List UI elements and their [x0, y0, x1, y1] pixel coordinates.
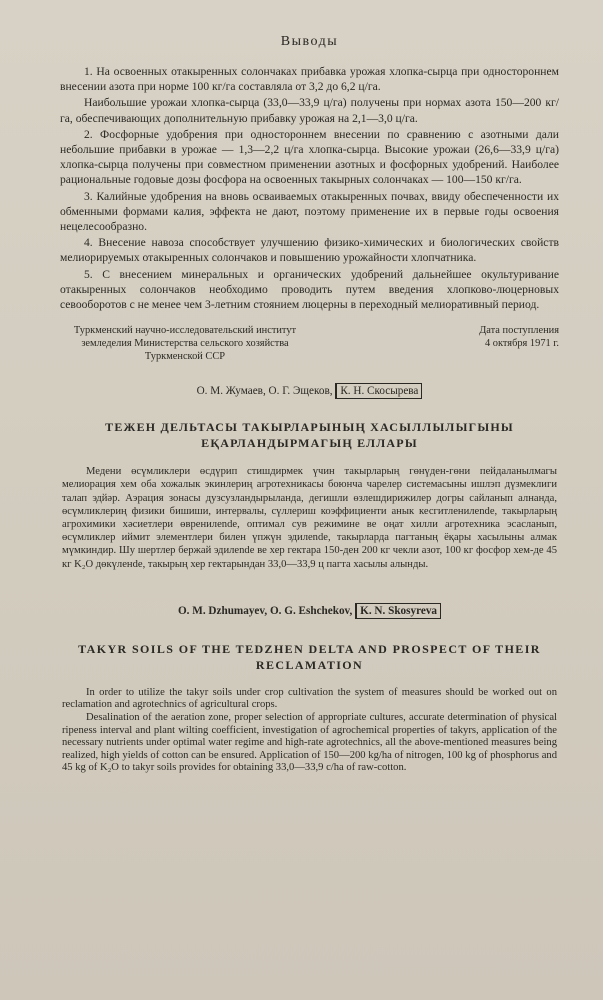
article-footer	[60, 324, 559, 363]
conclusion-paragraph-1: 1. На освоенных отакыренных солончаках прибавка урожая хлопка-сырца при одностороннем внесении азота при норме 100 кг/га составляла от 3,2 до 6,2 ц/га.	[60, 65, 559, 94]
date-received-value: 4 октября 1971 г.	[484, 338, 559, 350]
conclusion-paragraph-1b: Наибольшие урожаи хлопка-сырца (33,0—33,9 ц/га) получены при нормах азота 150—200 кг/га, обеспечивающих дополнительную прибавку урожая на 2,1—3,0 ц/га.	[60, 96, 559, 125]
institute-affiliation: Туркменский научно-исследовательский институт земледелия Министерства сельского хозяйства Туркменской ССР	[73, 325, 297, 363]
turkmen-author-boxed: К. Н. Скосырева	[335, 383, 422, 399]
english-author-boxed: K. N. Skosyreva	[355, 603, 441, 619]
english-abstract-paragraph-2: Desalination of the aeration zone, proper selection of appropriate cultures, accurate determination of physical ripeness interval and plant wilting coefficient, investigation of agrochemical properties of takyrs, application of the necessary nutrients under optimal water regime and high-rate agrotechnics, all the above-mentioned measures being realized, high yields of cotton can be ensured. Application of 150—200 kg/ha of nitrogen, 100 kg of phosphorus and 45 kg of K₂O to takyr soils provides for obtaining 33,0—33,9 c/ha of raw-cotton.	[62, 712, 557, 774]
turkmen-title: ТЕЖЕН ДЕЛЬТАСЫ ТАКЫРЛАРЫНЫҢ ХАСЫЛЛЫЛЫГЫНЫ ЕҚАРЛАНДЫРМАГЫҢ ЕЛЛАРЫ	[105, 420, 514, 451]
turkmen-abstract: Медени өсүмликлери өсдүрип стишдирмек үчин такырларың гөнүден-гөни пейдаланылмагы мелиорация хем оба хожалык экинлериң агротехникасы боюнча чарелер системасыны ишлэп дүзмеклиги талап эдйәр. Аэрация зонасы дузсузландырыланда, дегишли өзлешдирижилер догры сайланып алнанда, өсүмликлериң физики бишиши, интервалы, сүллериш коэффициенти анык кесгитленилende, такырларың агрохимики хәсиетлери өвренилende, оптимал сув режимине ве оңат хилли агротехника эсасланып, өсүмликлер иймит элементлери билен үпжүн эдилende, такырларда пагтаның ёқары хасылыны алмак мүмкиндир. Шу шертлер бержай эдилende ве хер гектара 150-ден 200 кг чекли азот, 100 кг фосфор хем-де 45 кг K₂O дөкүленde, такырың хер гектарындан 33,0—33,9 ц пагта хасылы алынды.	[62, 466, 557, 570]
date-received	[409, 324, 559, 350]
conclusion-paragraph-4: 4. Внесение навоза способствует улучшению физико-химических и биологических свойств мелиорируемых отакыренных солончаков и повышению урожайности хлопчатника.	[60, 236, 559, 265]
date-received-label: Дата поступления	[479, 325, 559, 337]
english-authors	[60, 605, 559, 617]
conclusion-paragraph-3: 3. Калийные удобрения на вновь осваиваемых отакыренных почвах, ввиду обеспеченности их обменными формами калия, эффекта не дают, поэтому применение их в первые годы освоения нецелесообразно.	[60, 189, 559, 234]
english-authors-list: O. M. Dzhumayev, O. G. Eshchekov,	[177, 604, 353, 617]
english-abstract-paragraph-1: In order to utilize the takyr soils under crop cultivation the system of measures should be worked out on reclamation and agrotechnics of agricultural crops.	[62, 686, 557, 711]
conclusions-heading: Выводы	[280, 34, 339, 49]
turkmen-authors-list: О. М. Жумаев, О. Г. Эщеков,	[196, 385, 333, 398]
conclusion-paragraph-5: 5. С внесением минеральных и органических удобрений дальнейшее окультуривание отакыренных солончаков необходимо проводить путем введения хлопково-люцерновых севооборотов с не менее чем 3-летним стоянием люцерны в переходный мелиоративный период.	[60, 267, 559, 312]
conclusion-paragraph-2: 2. Фосфорные удобрения при одностороннем внесении по сравнению с азотными дали небольшие прибавки в урожае — 1,3—2,2 ц/га хлопка-сырца. Высокие урожаи (26,6—33,9 ц/га) хлопка-сырца получены при совместном применении азотных и фосфорных удобрений. Наиболее рациональные годовые дозы фосфора на освоенных такырных солончаках — 100—150 кг/га.	[60, 127, 559, 187]
turkmen-authors	[60, 385, 559, 397]
english-title: TAKYR SOILS OF THE TEDZHEN DELTA AND PROSPECT OF THEIR RECLAMATION	[78, 641, 541, 672]
